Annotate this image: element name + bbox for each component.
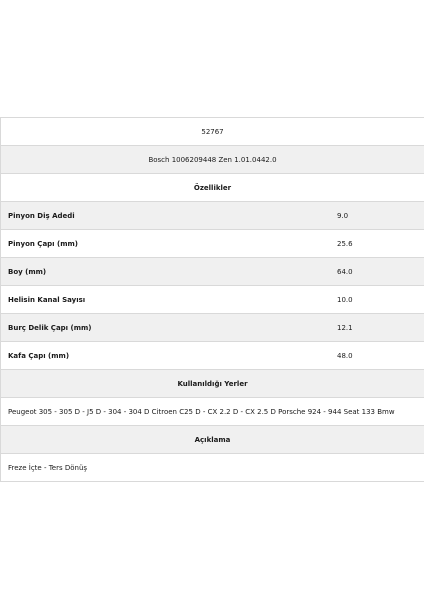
oem-refs: Bosch 1006209448 Zen 1.01.0442.0 bbox=[148, 155, 277, 164]
features-heading: Özellikler bbox=[193, 183, 232, 192]
spec-row bbox=[0, 230, 424, 258]
spec-label: Burç Delik Çapı (mm) bbox=[8, 323, 92, 332]
usage-row bbox=[0, 398, 424, 426]
spec-value: 9.0 bbox=[337, 211, 349, 220]
usage-heading: Kullanıldığı Yerler bbox=[177, 379, 248, 388]
product-code-row bbox=[0, 118, 424, 146]
spec-value: 48.0 bbox=[337, 351, 353, 360]
description-text: Freze İçte - Ters Dönüş bbox=[8, 463, 88, 472]
oem-refs-row bbox=[0, 146, 424, 174]
spec-value: 25.6 bbox=[337, 239, 353, 248]
spec-label: Pinyon Çapı (mm) bbox=[8, 239, 78, 248]
spec-label: Boy (mm) bbox=[8, 267, 47, 276]
spec-value: 64.0 bbox=[337, 267, 353, 276]
spec-row bbox=[0, 314, 424, 342]
product-code: 52767 bbox=[201, 127, 224, 136]
description-heading-row bbox=[0, 426, 424, 454]
spec-value: 10.0 bbox=[337, 295, 353, 304]
spec-label: Pinyon Diş Adedi bbox=[8, 211, 75, 220]
description-row bbox=[0, 454, 424, 482]
spec-label: Helisin Kanal Sayısı bbox=[8, 295, 86, 304]
spec-label: Kafa Çapı (mm) bbox=[8, 351, 70, 360]
spec-row bbox=[0, 258, 424, 286]
spec-value: 12.1 bbox=[337, 323, 353, 332]
spec-row bbox=[0, 202, 424, 230]
description-heading: Açıklama bbox=[194, 435, 231, 444]
usage-heading-row bbox=[0, 370, 424, 398]
spec-row bbox=[0, 286, 424, 314]
features-heading-row bbox=[0, 174, 424, 202]
spec-row bbox=[0, 342, 424, 370]
product-spec-table bbox=[0, 117, 424, 482]
usage-text: Peugeot 305 - 305 D - J5 D - 304 - 304 D Citroen C25 D - CX 2.2 D - CX 2.5 D Porsche 924 - 944 Seat 133 Bmw bbox=[8, 407, 395, 416]
